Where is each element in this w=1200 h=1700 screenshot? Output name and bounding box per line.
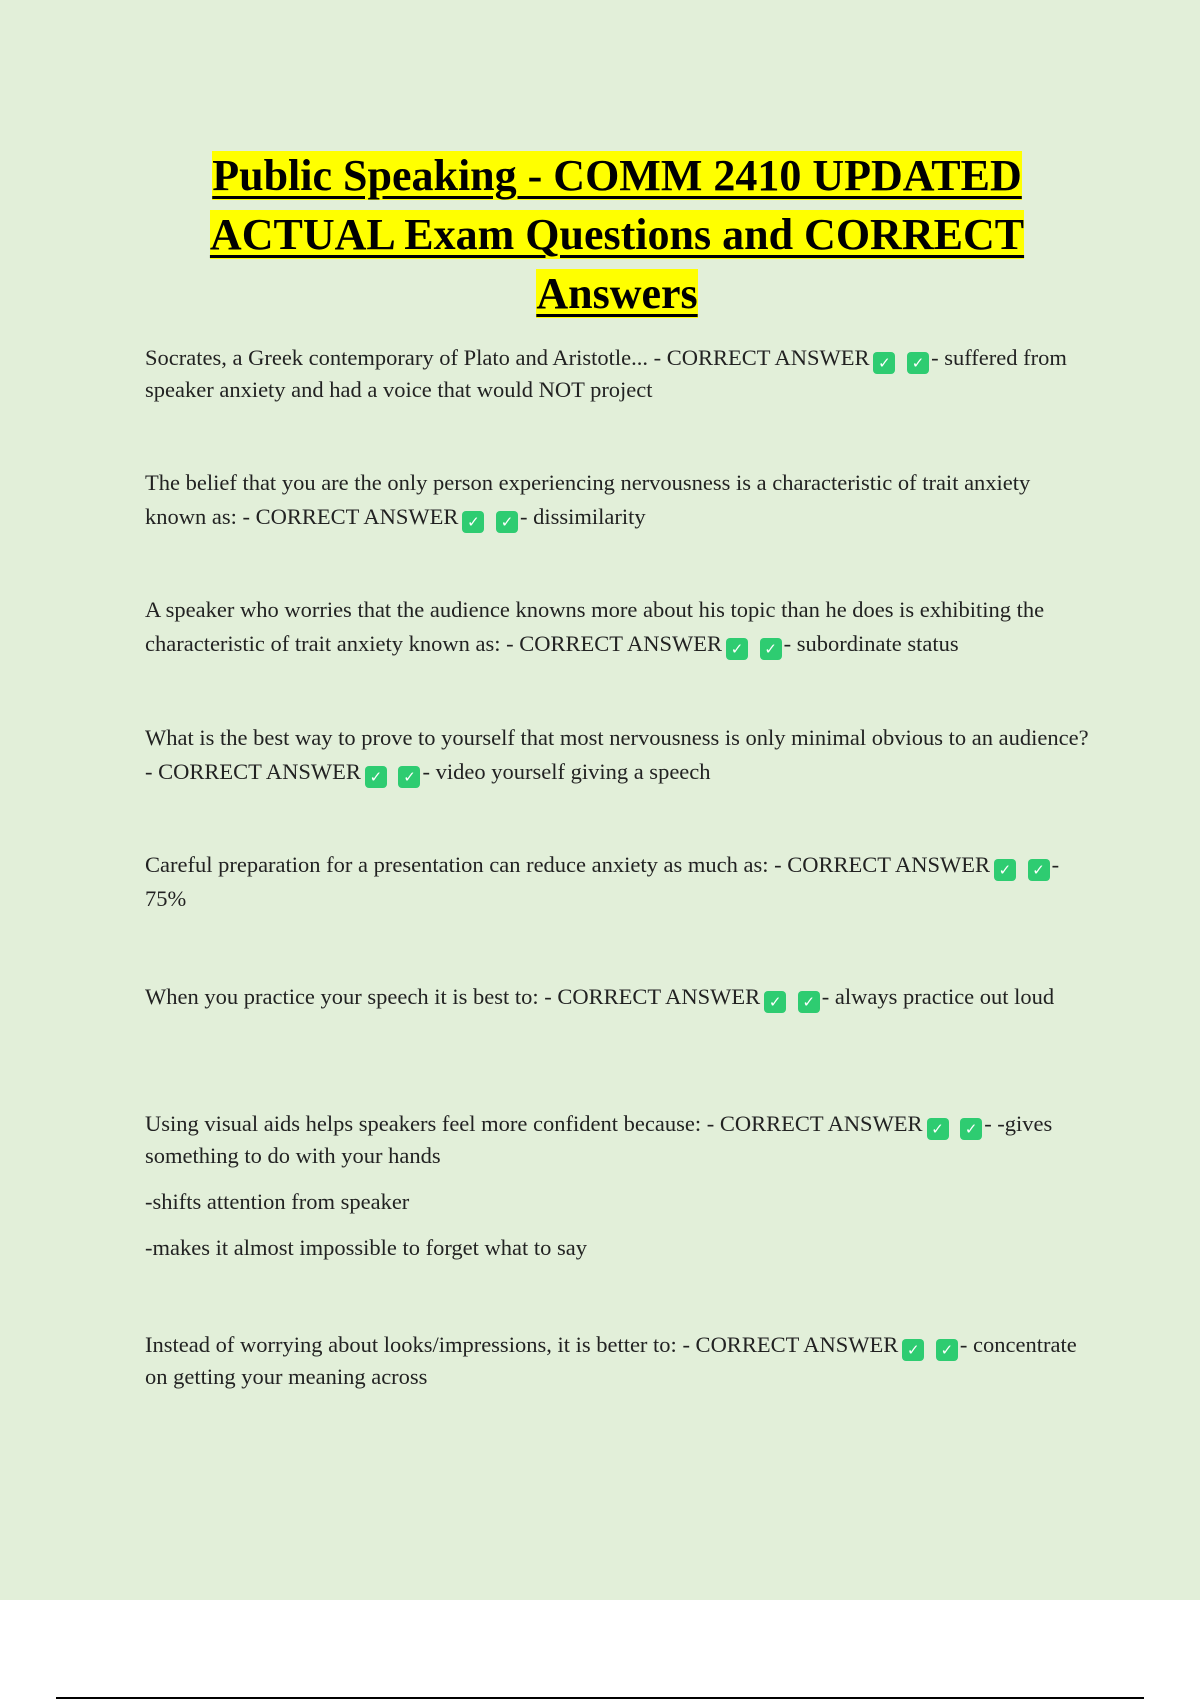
answer-label: - CORRECT ANSWER bbox=[774, 852, 990, 877]
qa-item-5 bbox=[145, 848, 1095, 916]
check-mark-icon: ✓ bbox=[994, 859, 1016, 881]
check-mark-icon: ✓ bbox=[496, 511, 518, 533]
question-text: When you practice your speech it is best to: bbox=[145, 984, 539, 1009]
answer-text: - video yourself giving a speech bbox=[422, 759, 711, 784]
qa-item-2 bbox=[145, 466, 1095, 534]
check-mark-icon: ✓ bbox=[398, 766, 420, 788]
answer-label: - CORRECT ANSWER bbox=[682, 1332, 899, 1357]
question-text: Socrates, a Greek contemporary of Plato and Aristotle... bbox=[145, 345, 648, 370]
question-text: Instead of worrying about looks/impressions, it is better to: bbox=[145, 1332, 677, 1357]
check-mark-icon: ✓ bbox=[936, 1339, 958, 1361]
answer-text: - suffered from speaker anxiety and had a voice that would NOT project bbox=[145, 345, 1067, 402]
qa-item-4 bbox=[145, 721, 1095, 789]
qa-item-6 bbox=[145, 981, 1095, 1013]
footer-rule bbox=[56, 1697, 1144, 1699]
question-text: What is the best way to prove to yourself that most nervousness is only minimal obvious to an audience? bbox=[145, 725, 1089, 750]
question-text: Using visual aids helps speakers feel more confident because: bbox=[145, 1111, 702, 1136]
title-line-3: Answers bbox=[536, 269, 698, 318]
answer-label: - CORRECT ANSWER bbox=[145, 759, 361, 784]
check-mark-icon: ✓ bbox=[764, 991, 786, 1013]
check-mark-icon: ✓ bbox=[1028, 859, 1050, 881]
document-title bbox=[140, 146, 1094, 323]
answer-extra-line-1: -shifts attention from speaker bbox=[145, 1189, 410, 1214]
check-mark-icon: ✓ bbox=[902, 1339, 924, 1361]
qa-item-3 bbox=[145, 593, 1095, 661]
answer-text: - concentrate on getting your meaning across bbox=[145, 1332, 1077, 1389]
qa-item-1 bbox=[145, 342, 1095, 405]
answer-label: - CORRECT ANSWER bbox=[506, 631, 722, 656]
check-mark-icon: ✓ bbox=[726, 638, 748, 660]
question-text: Careful preparation for a presentation can reduce anxiety as much as: bbox=[145, 852, 769, 877]
check-mark-icon: ✓ bbox=[960, 1118, 982, 1140]
title-line-1: Public Speaking - COMM 2410 UPDATED bbox=[212, 151, 1022, 200]
check-mark-icon: ✓ bbox=[873, 352, 895, 374]
answer-text: - dissimilarity bbox=[519, 504, 646, 529]
check-mark-icon: ✓ bbox=[907, 352, 929, 374]
qa-item-7-main bbox=[145, 1108, 1095, 1171]
answer-text: - -gives something to do with your hands bbox=[145, 1111, 1053, 1168]
check-mark-icon: ✓ bbox=[462, 511, 484, 533]
question-text: The belief that you are the only person experiencing nervousness is a characteristic of trait anxiety known as: bbox=[145, 470, 1031, 529]
answer-text: - 75% bbox=[145, 852, 1060, 911]
answer-text: - subordinate status bbox=[783, 631, 959, 656]
answer-label: - CORRECT ANSWER bbox=[706, 1111, 923, 1136]
qa-item-8 bbox=[145, 1329, 1095, 1392]
qa-item-7 bbox=[145, 1108, 1095, 1263]
question-text: A speaker who worries that the audience knowns more about his topic than he does is exhibiting the characteristic of trait anxiety known as: bbox=[145, 597, 1045, 656]
check-mark-icon: ✓ bbox=[365, 766, 387, 788]
check-mark-icon: ✓ bbox=[760, 638, 782, 660]
answer-label: - CORRECT ANSWER bbox=[242, 504, 459, 529]
check-mark-icon: ✓ bbox=[927, 1118, 949, 1140]
answer-label: - CORRECT ANSWER bbox=[653, 345, 870, 370]
title-line-2: ACTUAL Exam Questions and CORRECT bbox=[209, 210, 1025, 259]
answer-extra-line-2: -makes it almost impossible to forget what to say bbox=[145, 1235, 588, 1260]
answer-label: - CORRECT ANSWER bbox=[544, 984, 761, 1009]
check-mark-icon: ✓ bbox=[798, 991, 820, 1013]
answer-text: - always practice out loud bbox=[821, 984, 1055, 1009]
